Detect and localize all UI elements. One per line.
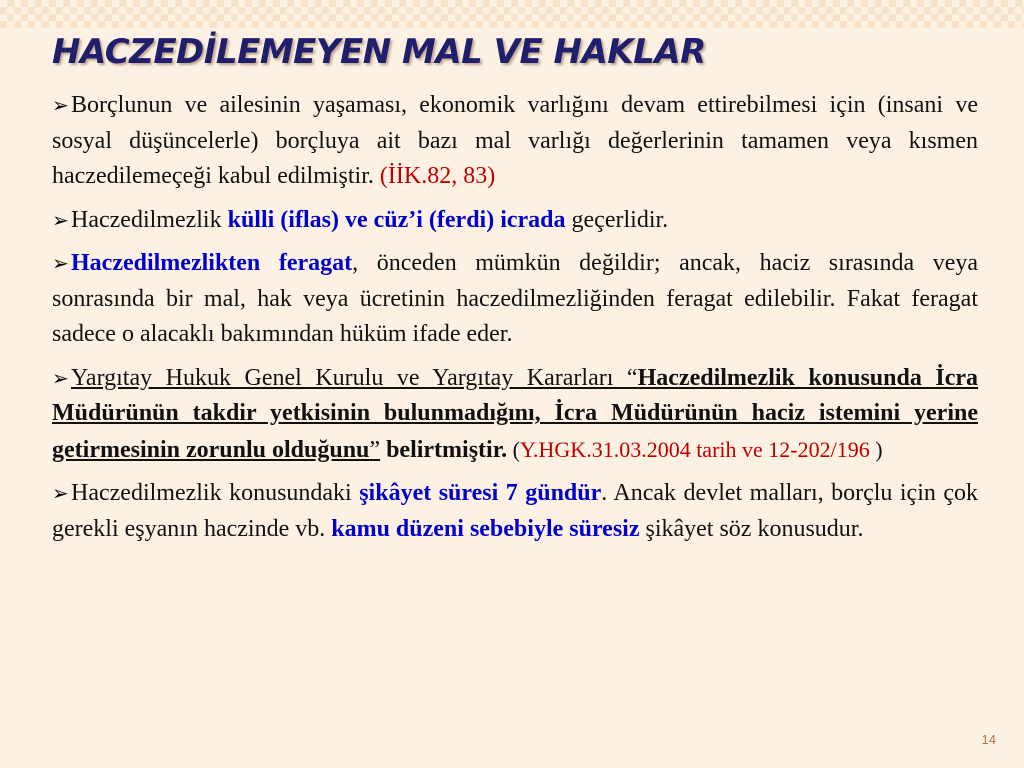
bullet-paragraph-2	[52, 203, 978, 239]
highlighted-text: şikâyet süresi 7 gündür	[359, 480, 602, 506]
highlighted-text: Haczedilmezlikten feragat	[71, 250, 353, 276]
court-reference: Y.HGK.31.03.2004 tarih ve 12-202/196	[519, 436, 876, 462]
paragraph-text: Haczedilmezlik	[71, 206, 222, 233]
bullet-paragraph-4	[52, 361, 978, 469]
slide-title: HACZEDİLEMEYEN MAL VE HAKLAR	[52, 32, 706, 72]
page-number: 14	[981, 732, 996, 747]
right-arrowhead-bullet-icon: ➢	[52, 207, 69, 232]
court-decision-quote: Haczedilmezlik konusunda İcra Müdürünün takdir yetkisinin bulunmadığını, İcra Müdürünün haciz istemini yerine getirmesinin zorunlu olduğunu	[52, 364, 979, 463]
paragraph-text: , önceden mümkün değildir; ancak, haciz sırasında veya sonrasında bir mal, hak veya ücretinin haczedilmezliğinden feragat edilebilir. Fakat feragat sadece o alacaklı bakımından hüküm ifade eder.	[52, 250, 978, 347]
paren-close: )	[875, 436, 883, 462]
paragraph-text: geçerlidir.	[571, 206, 669, 233]
paragraph-text: Yargıtay Hukuk Genel Kurulu ve Yargıtay Kararları “	[71, 364, 638, 391]
bullet-paragraph-1	[52, 88, 978, 195]
bold-text: belirtmiştir.	[386, 436, 508, 463]
law-reference: (İİK.82, 83)	[379, 163, 496, 189]
right-arrowhead-bullet-icon: ➢	[52, 251, 69, 275]
bullet-paragraph-5	[52, 476, 978, 547]
decorative-top-border	[0, 0, 1024, 28]
right-arrowhead-bullet-icon: ➢	[52, 365, 69, 390]
paragraph-text: şikâyet söz konusudur.	[645, 515, 864, 542]
right-arrowhead-bullet-icon: ➢	[52, 93, 69, 117]
highlighted-text: kamu düzeni sebebiyle süresiz	[331, 515, 640, 542]
highlighted-text: külli (iflas) ve cüz’i (ferdi) icrada	[227, 206, 566, 233]
paragraph-text: Borçlunun ve ailesinin yaşaması, ekonomik varlığını devam ettirebilmesi için (insani ve sosyal düşüncelerle) borçluya ait bazı mal varlığı değerlerinin tamamen veya kısmen haczedilemeçeği kabul edilmiştir.	[52, 92, 978, 189]
paren-open: (	[507, 436, 520, 462]
paragraph-text: . Ancak devlet malları, borçlu için çok gerekli eşyanın haczinde vb.	[52, 480, 979, 542]
right-arrowhead-bullet-icon: ➢	[52, 481, 69, 505]
bullet-paragraph-3	[52, 246, 978, 353]
quote-close: ”	[369, 436, 381, 463]
paragraph-text: Haczedilmezlik konusundaki	[71, 480, 352, 506]
slide-content	[52, 88, 978, 555]
